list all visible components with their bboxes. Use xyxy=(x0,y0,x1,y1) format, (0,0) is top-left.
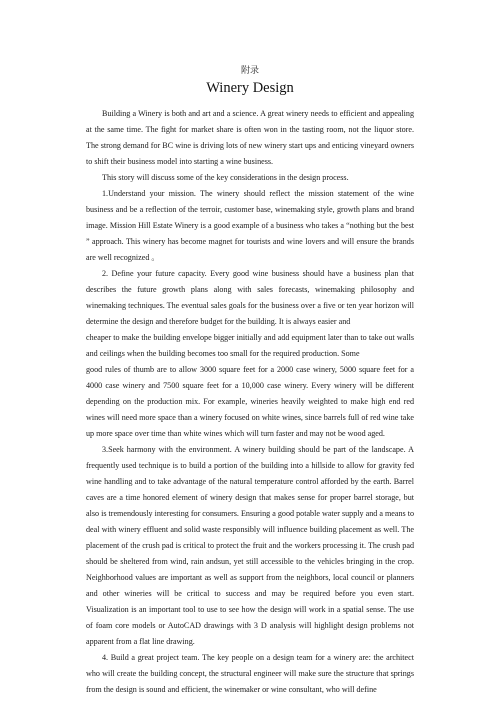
paragraph-rules-of-thumb: good rules of thumb are to allow 3000 square feet for a 2000 case winery, 5000 square feet for a 4000 case winery and 7500 square feet for a 10,000 case winery. Every winery will be different depending on the production mix. For example, wineries heavily weighted to make high end red wines will need more space than a winery focused on white wines, since barrels full of red wine take up more space over time than white wines which will turn faster and may not be wood aged. xyxy=(86,365,414,438)
document-body xyxy=(86,106,414,698)
paragraph-capacity: 2. Define your future capacity. Every good wine business should have a business plan that describes the future growth plans along with sales forecasts, winemaking philosophy and winemaking techniques. The eventual sales goals for the business over a five or ten year horizon will determine the design and therefore budget for the building. It is always easier and xyxy=(86,269,414,326)
paragraph-project-team: 4. Build a great project team. The key people on a design team for a winery are: the architect who will create the building concept, the structural engineer will make sure the structure that springs from the design is sound and efficient, the winemaker or wine consultant, who will define xyxy=(86,653,414,694)
appendix-header: 附录 xyxy=(240,65,259,75)
paragraph-environment: 3.Seek harmony with the environment. A winery building should be part of the landscape. A frequently used technique is to build a portion of the building into a hillside to allow for gravity fed wine handling and to take advantage of the natural temperature control afforded by the earth. Barrel caves are a time honored element of winery design that makes sense for proper barrel storage, but also is tremendously interesting for consumers. Ensuring a good potable water supply and a means to deal with winery effluent and solid waste responsibly will influence building placement as well. The placement of the crush pad is critical to protect the fruit and the workers processing it. The crush pad should be sheltered from wind, rain andsun, yet still accessible to the vehicles bringing in the crop. Neighborhood values are important as well as support from the neighbors, local council or planners and other wineries will be critical to success and may be required before you even start. Visualization is an important tool to use to see how the design will work in a spatial sense. The use of foam core models or AutoCAD drawings with 3 D analysis will highlight design problems not apparent from a flat line drawing. xyxy=(86,445,414,646)
document-title: Winery Design xyxy=(206,80,294,96)
paragraph-capacity-cont: cheaper to make the building envelope bigger initially and add equipment later than to take out walls and ceilings when the building becomes too small for the required production. Some xyxy=(86,333,414,358)
paragraph-intro: Building a Winery is both and art and a science. A great winery needs to efficient and appealing at the same time. The fight for market share is often won in the tasting room, not the liquor store. The strong demand for BC wine is driving lots of new winery start ups and enticing vineyard owners to shift their business model into starting a wine business. xyxy=(86,109,414,166)
paragraph-mission: 1.Understand your mission. The winery should reflect the mission statement of the wine business and be a reflection of the terroir, customer base, winemaking style, growth plans and brand image. Mission Hill Estate Winery is a good example of a business who takes a “nothing but the best ” approach. This winery has become magnet for tourists and wine lovers and will ensure the brands are well recognized 。 xyxy=(86,189,414,262)
paragraph-story: This story will discuss some of the key considerations in the design process. xyxy=(102,173,349,182)
